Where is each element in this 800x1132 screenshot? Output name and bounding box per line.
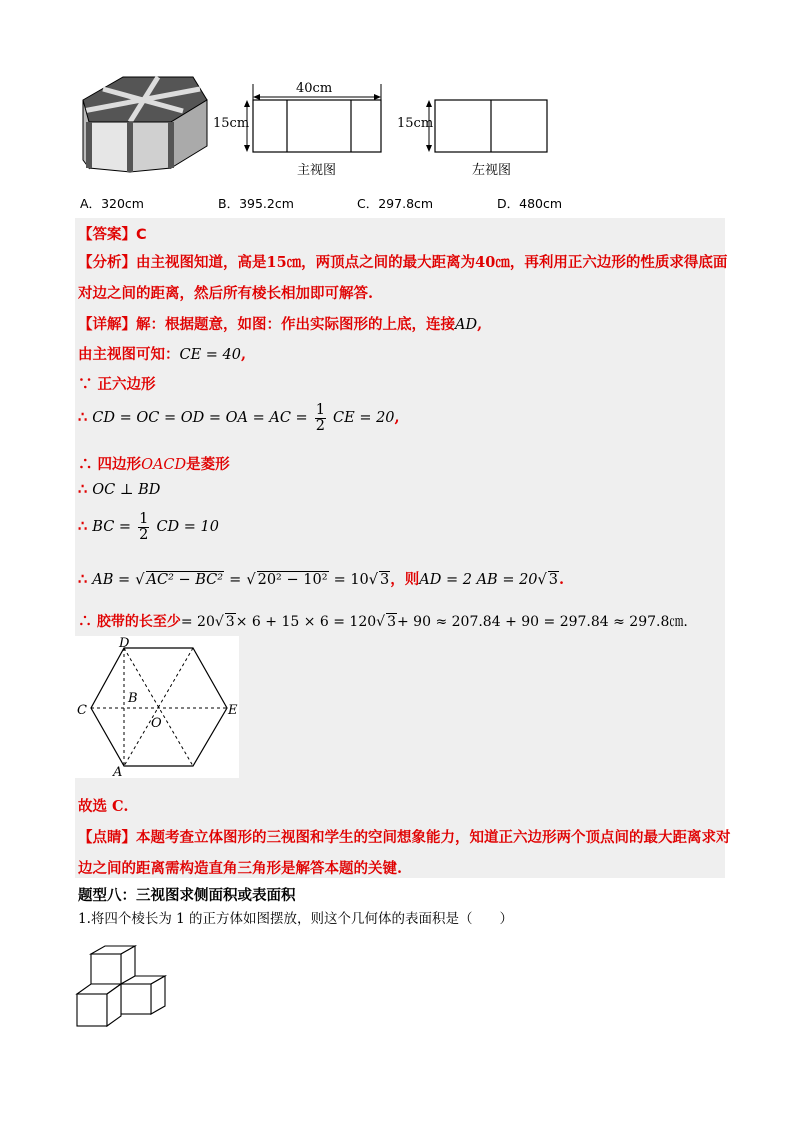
comment-line-2: 边之间的距离需构造直角三角形是解答本题的关键. (78, 860, 403, 877)
hex-label-a: A (113, 765, 123, 778)
question-text: 1.将四个棱长为 1 的正方体如图摆放，则这个几何体的表面积是（ ） (78, 911, 514, 927)
hexagonal-prism-figure (75, 72, 215, 182)
analysis-line-2: 对边之间的距离，然后所有棱长相加即可解答. (78, 285, 374, 302)
hexagon-figure (75, 636, 239, 778)
cubes-figure (75, 944, 185, 1036)
detail-step-2: ∵ 正六边形 (78, 376, 156, 393)
side-view-caption: 左视图 (472, 163, 512, 178)
detail-step-3: ∴ CD = OC = OD = OA = AC = $\frac{1}{2}$ CE = 20, (78, 402, 400, 434)
front-view-width-label: 40cm (296, 81, 333, 96)
section-heading: 题型八：三视图求侧面积或表面积 (78, 888, 296, 904)
detail-step-8: ∴ 胶带的长至少= 20√ 3× 6 + 15 × 6 = 120√ 3+ 90 ≈ 207.84 + 90 = 297.84 ≈ 297.8㎝. (78, 614, 688, 630)
detail-step-4: ∴ 四边形OACD是菱形 (78, 456, 230, 473)
hex-label-b: B (128, 691, 138, 706)
option-d[interactable]: D．480cm (497, 196, 563, 211)
detail-step-1: 由主视图可知：CE = 40, (78, 346, 247, 363)
option-a[interactable]: A．320cm (80, 196, 144, 211)
front-view-height-label: 15cm (213, 116, 250, 131)
option-b[interactable]: B．395.2cm (218, 196, 294, 211)
detail-step-6: ∴ BC = $\frac{1}{2}$ CD = 10 (78, 511, 219, 543)
option-c[interactable]: C．297.8cm (357, 196, 434, 211)
conclusion-line: 故选 C. (78, 798, 129, 815)
analysis-line-1: 【分析】由主视图知道，高是15㎝，两顶点之间的最大距离为40㎝，再利用正六边形的性质求得底面 (78, 254, 728, 271)
detail-step-5: ∴ OC ⊥ BD (78, 481, 161, 498)
detail-step-7: ∴ AB = √ AC² − BC² = √ 20² − 10² = 10√ 3，则AD = 2 AB = 20√ 3. (78, 571, 565, 588)
detail-intro: 【详解】解：根据题意，如图：作出实际图形的上底，连接AD, (78, 316, 483, 333)
front-view-caption: 主视图 (297, 163, 337, 178)
hex-label-d: D (119, 636, 130, 651)
hex-label-c: C (77, 703, 87, 718)
hex-label-e: E (228, 703, 238, 718)
answer-line: 【答案】C (78, 226, 147, 243)
hex-label-o: O (151, 716, 162, 731)
side-view-height-label: 15cm (397, 116, 434, 131)
comment-line-1: 【点睛】本题考查立体图形的三视图和学生的空间想象能力，知道正六边形两个顶点间的最大距离求对 (78, 829, 731, 846)
